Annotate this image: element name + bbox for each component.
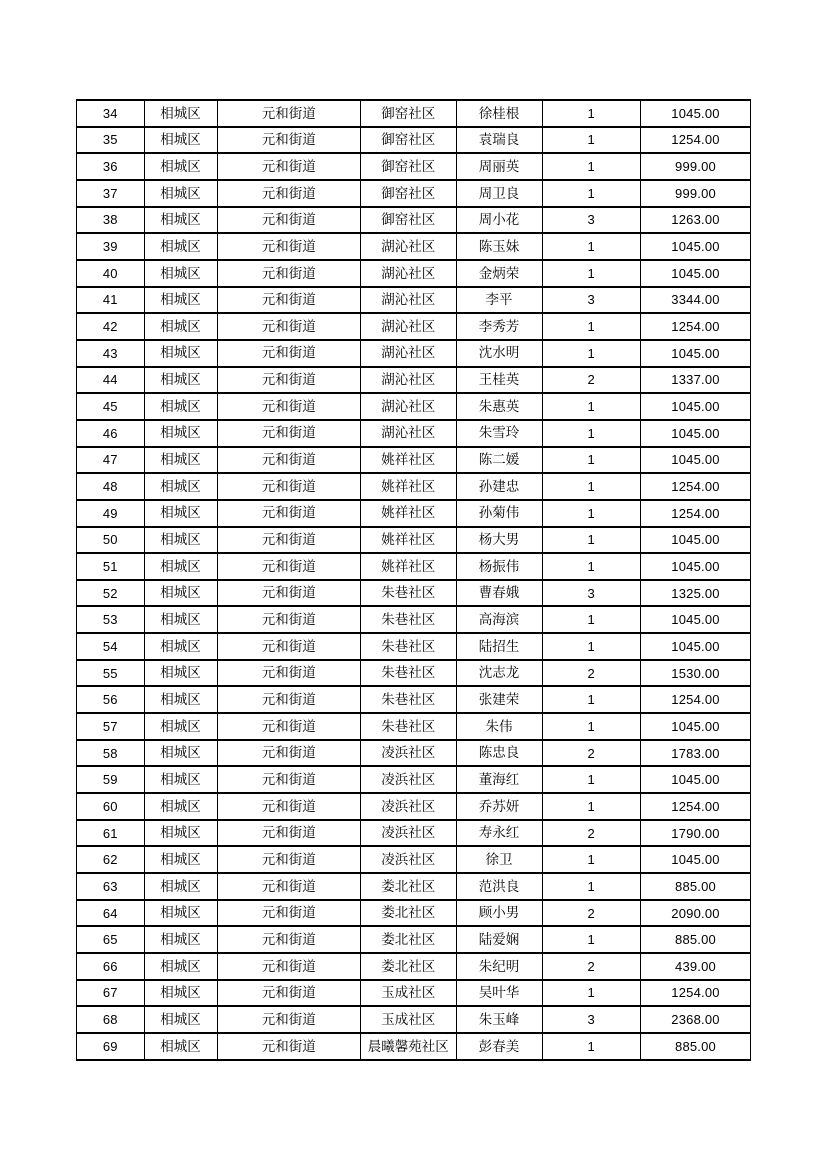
cell-count: 1: [542, 980, 641, 1007]
cell-community: 凌浜社区: [361, 793, 457, 820]
cell-count: 1: [542, 527, 641, 554]
cell-person-name: 沈志龙: [456, 660, 542, 687]
cell-district: 相城区: [144, 153, 217, 180]
cell-person-name: 朱纪明: [456, 953, 542, 980]
cell-street: 元和街道: [217, 926, 361, 953]
cell-street: 元和街道: [217, 713, 361, 740]
cell-count: 2: [542, 740, 641, 767]
cell-count: 1: [542, 606, 641, 633]
cell-seq: 37: [77, 180, 145, 207]
cell-person-name: 陆爱娴: [456, 926, 542, 953]
cell-amount: 1254.00: [641, 473, 751, 500]
cell-district: 相城区: [144, 393, 217, 420]
cell-street: 元和街道: [217, 606, 361, 633]
cell-amount: 885.00: [641, 1033, 751, 1060]
cell-amount: 1337.00: [641, 367, 751, 394]
table-row: [77, 420, 751, 447]
cell-count: 1: [542, 340, 641, 367]
cell-district: 相城区: [144, 846, 217, 873]
cell-amount: 1045.00: [641, 633, 751, 660]
cell-seq: 53: [77, 606, 145, 633]
cell-street: 元和街道: [217, 527, 361, 554]
cell-community: 凌浜社区: [361, 766, 457, 793]
cell-person-name: 陈玉妹: [456, 233, 542, 260]
cell-street: 元和街道: [217, 580, 361, 607]
table-row: [77, 980, 751, 1007]
cell-count: 2: [542, 820, 641, 847]
cell-count: 1: [542, 473, 641, 500]
cell-street: 元和街道: [217, 473, 361, 500]
cell-district: 相城区: [144, 367, 217, 394]
cell-seq: 54: [77, 633, 145, 660]
cell-district: 相城区: [144, 740, 217, 767]
cell-street: 元和街道: [217, 367, 361, 394]
cell-seq: 49: [77, 500, 145, 527]
cell-street: 元和街道: [217, 393, 361, 420]
cell-district: 相城区: [144, 580, 217, 607]
cell-count: 1: [542, 873, 641, 900]
cell-community: 御窑社区: [361, 180, 457, 207]
cell-district: 相城区: [144, 660, 217, 687]
cell-street: 元和街道: [217, 127, 361, 154]
cell-district: 相城区: [144, 260, 217, 287]
cell-person-name: 高海滨: [456, 606, 542, 633]
cell-seq: 64: [77, 900, 145, 927]
cell-community: 娄北社区: [361, 900, 457, 927]
cell-count: 3: [542, 287, 641, 314]
table-row: [77, 606, 751, 633]
cell-amount: 1254.00: [641, 127, 751, 154]
cell-count: 1: [542, 180, 641, 207]
cell-person-name: 朱伟: [456, 713, 542, 740]
table-row: [77, 260, 751, 287]
cell-person-name: 乔苏妍: [456, 793, 542, 820]
cell-seq: 58: [77, 740, 145, 767]
cell-amount: 1263.00: [641, 207, 751, 234]
cell-district: 相城区: [144, 606, 217, 633]
cell-person-name: 彭春美: [456, 1033, 542, 1060]
table-row: [77, 287, 751, 314]
cell-community: 湖沁社区: [361, 420, 457, 447]
cell-seq: 41: [77, 287, 145, 314]
table-row: [77, 953, 751, 980]
cell-seq: 47: [77, 447, 145, 474]
table-row: [77, 820, 751, 847]
cell-community: 朱巷社区: [361, 686, 457, 713]
cell-district: 相城区: [144, 233, 217, 260]
cell-street: 元和街道: [217, 953, 361, 980]
cell-amount: 1325.00: [641, 580, 751, 607]
cell-amount: 885.00: [641, 873, 751, 900]
cell-person-name: 李平: [456, 287, 542, 314]
table-row: [77, 553, 751, 580]
cell-seq: 36: [77, 153, 145, 180]
cell-amount: 2368.00: [641, 1006, 751, 1033]
cell-community: 湖沁社区: [361, 340, 457, 367]
cell-count: 1: [542, 447, 641, 474]
cell-seq: 45: [77, 393, 145, 420]
cell-district: 相城区: [144, 527, 217, 554]
cell-seq: 38: [77, 207, 145, 234]
cell-community: 凌浜社区: [361, 846, 457, 873]
table-row: [77, 713, 751, 740]
cell-community: 凌浜社区: [361, 820, 457, 847]
cell-person-name: 吴叶华: [456, 980, 542, 1007]
cell-district: 相城区: [144, 553, 217, 580]
cell-community: 凌浜社区: [361, 740, 457, 767]
cell-street: 元和街道: [217, 980, 361, 1007]
table-row: [77, 313, 751, 340]
cell-district: 相城区: [144, 686, 217, 713]
cell-count: 3: [542, 207, 641, 234]
cell-count: 1: [542, 713, 641, 740]
cell-count: 3: [542, 580, 641, 607]
table-row: [77, 340, 751, 367]
cell-count: 1: [542, 1033, 641, 1060]
cell-count: 1: [542, 260, 641, 287]
roster-table-body: [77, 100, 751, 1060]
table-row: [77, 660, 751, 687]
cell-seq: 34: [77, 100, 145, 127]
cell-community: 姚祥社区: [361, 447, 457, 474]
cell-seq: 55: [77, 660, 145, 687]
cell-person-name: 周小花: [456, 207, 542, 234]
cell-count: 1: [542, 100, 641, 127]
cell-street: 元和街道: [217, 1006, 361, 1033]
cell-person-name: 金炳荣: [456, 260, 542, 287]
cell-count: 2: [542, 900, 641, 927]
cell-district: 相城区: [144, 900, 217, 927]
cell-district: 相城区: [144, 180, 217, 207]
cell-seq: 46: [77, 420, 145, 447]
cell-community: 湖沁社区: [361, 233, 457, 260]
cell-street: 元和街道: [217, 207, 361, 234]
cell-seq: 35: [77, 127, 145, 154]
cell-community: 玉成社区: [361, 980, 457, 1007]
cell-district: 相城区: [144, 953, 217, 980]
cell-amount: 3344.00: [641, 287, 751, 314]
cell-count: 1: [542, 233, 641, 260]
cell-amount: 1783.00: [641, 740, 751, 767]
cell-seq: 43: [77, 340, 145, 367]
table-row: [77, 233, 751, 260]
table-row: [77, 740, 751, 767]
table-row: [77, 686, 751, 713]
cell-district: 相城区: [144, 340, 217, 367]
cell-district: 相城区: [144, 127, 217, 154]
cell-seq: 67: [77, 980, 145, 1007]
cell-amount: 1045.00: [641, 846, 751, 873]
cell-street: 元和街道: [217, 793, 361, 820]
cell-person-name: 朱玉峰: [456, 1006, 542, 1033]
cell-person-name: 李秀芳: [456, 313, 542, 340]
cell-amount: 1045.00: [641, 766, 751, 793]
cell-amount: 1254.00: [641, 980, 751, 1007]
cell-community: 玉成社区: [361, 1006, 457, 1033]
cell-district: 相城区: [144, 793, 217, 820]
cell-amount: 885.00: [641, 926, 751, 953]
cell-person-name: 徐桂根: [456, 100, 542, 127]
cell-amount: 1530.00: [641, 660, 751, 687]
table-row: [77, 393, 751, 420]
cell-person-name: 顾小男: [456, 900, 542, 927]
cell-person-name: 陈忠良: [456, 740, 542, 767]
cell-seq: 66: [77, 953, 145, 980]
cell-community: 朱巷社区: [361, 606, 457, 633]
cell-community: 御窑社区: [361, 127, 457, 154]
cell-street: 元和街道: [217, 260, 361, 287]
cell-seq: 50: [77, 527, 145, 554]
cell-street: 元和街道: [217, 633, 361, 660]
table-row: [77, 500, 751, 527]
cell-count: 1: [542, 127, 641, 154]
cell-person-name: 董海红: [456, 766, 542, 793]
cell-district: 相城区: [144, 473, 217, 500]
cell-street: 元和街道: [217, 100, 361, 127]
table-row: [77, 1033, 751, 1060]
cell-street: 元和街道: [217, 313, 361, 340]
cell-community: 湖沁社区: [361, 260, 457, 287]
cell-street: 元和街道: [217, 766, 361, 793]
cell-district: 相城区: [144, 873, 217, 900]
cell-amount: 1045.00: [641, 713, 751, 740]
cell-amount: 439.00: [641, 953, 751, 980]
cell-person-name: 陈二媛: [456, 447, 542, 474]
table-row: [77, 153, 751, 180]
cell-person-name: 朱雪玲: [456, 420, 542, 447]
table-row: [77, 180, 751, 207]
table-row: [77, 100, 751, 127]
table-row: [77, 580, 751, 607]
cell-count: 1: [542, 633, 641, 660]
cell-street: 元和街道: [217, 660, 361, 687]
cell-street: 元和街道: [217, 180, 361, 207]
cell-amount: 1045.00: [641, 393, 751, 420]
cell-street: 元和街道: [217, 500, 361, 527]
cell-count: 1: [542, 793, 641, 820]
cell-community: 晨曦馨苑社区: [361, 1033, 457, 1060]
cell-person-name: 孙菊伟: [456, 500, 542, 527]
cell-community: 湖沁社区: [361, 313, 457, 340]
cell-seq: 57: [77, 713, 145, 740]
cell-street: 元和街道: [217, 553, 361, 580]
table-row: [77, 473, 751, 500]
cell-person-name: 张建荣: [456, 686, 542, 713]
cell-district: 相城区: [144, 447, 217, 474]
cell-street: 元和街道: [217, 740, 361, 767]
cell-seq: 68: [77, 1006, 145, 1033]
cell-district: 相城区: [144, 820, 217, 847]
cell-community: 娄北社区: [361, 953, 457, 980]
cell-seq: 48: [77, 473, 145, 500]
cell-count: 2: [542, 660, 641, 687]
cell-district: 相城区: [144, 633, 217, 660]
cell-seq: 56: [77, 686, 145, 713]
cell-street: 元和街道: [217, 153, 361, 180]
cell-person-name: 杨大男: [456, 527, 542, 554]
cell-community: 娄北社区: [361, 926, 457, 953]
cell-street: 元和街道: [217, 287, 361, 314]
cell-street: 元和街道: [217, 686, 361, 713]
cell-street: 元和街道: [217, 420, 361, 447]
cell-count: 1: [542, 393, 641, 420]
table-row: [77, 766, 751, 793]
cell-community: 姚祥社区: [361, 553, 457, 580]
cell-community: 朱巷社区: [361, 660, 457, 687]
cell-count: 2: [542, 367, 641, 394]
cell-amount: 1254.00: [641, 686, 751, 713]
table-row: [77, 367, 751, 394]
cell-community: 御窑社区: [361, 100, 457, 127]
cell-count: 1: [542, 846, 641, 873]
cell-amount: 1045.00: [641, 100, 751, 127]
cell-street: 元和街道: [217, 820, 361, 847]
cell-seq: 52: [77, 580, 145, 607]
cell-seq: 63: [77, 873, 145, 900]
cell-district: 相城区: [144, 1033, 217, 1060]
cell-person-name: 范洪良: [456, 873, 542, 900]
cell-count: 1: [542, 500, 641, 527]
cell-community: 娄北社区: [361, 873, 457, 900]
cell-count: 1: [542, 153, 641, 180]
cell-person-name: 寿永红: [456, 820, 542, 847]
cell-community: 姚祥社区: [361, 527, 457, 554]
table-row: [77, 207, 751, 234]
cell-district: 相城区: [144, 313, 217, 340]
cell-person-name: 朱惠英: [456, 393, 542, 420]
cell-amount: 999.00: [641, 180, 751, 207]
cell-amount: 1045.00: [641, 447, 751, 474]
cell-district: 相城区: [144, 926, 217, 953]
cell-street: 元和街道: [217, 447, 361, 474]
cell-count: 1: [542, 766, 641, 793]
cell-seq: 42: [77, 313, 145, 340]
cell-district: 相城区: [144, 207, 217, 234]
cell-amount: 2090.00: [641, 900, 751, 927]
cell-amount: 1045.00: [641, 606, 751, 633]
cell-seq: 60: [77, 793, 145, 820]
cell-street: 元和街道: [217, 846, 361, 873]
cell-street: 元和街道: [217, 873, 361, 900]
table-row: [77, 633, 751, 660]
table-row: [77, 447, 751, 474]
cell-count: 2: [542, 953, 641, 980]
table-row: [77, 1006, 751, 1033]
cell-amount: 1045.00: [641, 233, 751, 260]
cell-district: 相城区: [144, 980, 217, 1007]
cell-person-name: 沈水明: [456, 340, 542, 367]
cell-community: 湖沁社区: [361, 393, 457, 420]
cell-count: 1: [542, 926, 641, 953]
cell-district: 相城区: [144, 713, 217, 740]
cell-community: 湖沁社区: [361, 287, 457, 314]
cell-community: 姚祥社区: [361, 500, 457, 527]
table-row: [77, 846, 751, 873]
table-row: [77, 900, 751, 927]
cell-seq: 62: [77, 846, 145, 873]
cell-person-name: 袁瑞良: [456, 127, 542, 154]
cell-seq: 59: [77, 766, 145, 793]
cell-seq: 44: [77, 367, 145, 394]
cell-seq: 65: [77, 926, 145, 953]
cell-amount: 1045.00: [641, 420, 751, 447]
cell-community: 御窑社区: [361, 207, 457, 234]
cell-person-name: 杨振伟: [456, 553, 542, 580]
cell-street: 元和街道: [217, 233, 361, 260]
table-row: [77, 926, 751, 953]
cell-count: 1: [542, 686, 641, 713]
cell-district: 相城区: [144, 100, 217, 127]
cell-community: 朱巷社区: [361, 580, 457, 607]
cell-community: 湖沁社区: [361, 367, 457, 394]
cell-person-name: 周卫良: [456, 180, 542, 207]
cell-community: 朱巷社区: [361, 713, 457, 740]
cell-district: 相城区: [144, 1006, 217, 1033]
cell-community: 御窑社区: [361, 153, 457, 180]
cell-amount: 1790.00: [641, 820, 751, 847]
cell-street: 元和街道: [217, 340, 361, 367]
table-row: [77, 127, 751, 154]
cell-seq: 40: [77, 260, 145, 287]
cell-street: 元和街道: [217, 1033, 361, 1060]
table-row: [77, 873, 751, 900]
cell-seq: 61: [77, 820, 145, 847]
cell-person-name: 周丽英: [456, 153, 542, 180]
cell-district: 相城区: [144, 500, 217, 527]
cell-person-name: 曹春娥: [456, 580, 542, 607]
roster-table: [76, 99, 751, 1061]
table-row: [77, 527, 751, 554]
cell-count: 3: [542, 1006, 641, 1033]
cell-person-name: 孙建忠: [456, 473, 542, 500]
cell-person-name: 徐卫: [456, 846, 542, 873]
cell-count: 1: [542, 313, 641, 340]
cell-amount: 1254.00: [641, 793, 751, 820]
cell-person-name: 王桂英: [456, 367, 542, 394]
cell-seq: 39: [77, 233, 145, 260]
cell-amount: 1045.00: [641, 527, 751, 554]
cell-amount: 1254.00: [641, 313, 751, 340]
cell-community: 姚祥社区: [361, 473, 457, 500]
cell-street: 元和街道: [217, 900, 361, 927]
cell-district: 相城区: [144, 287, 217, 314]
cell-person-name: 陆招生: [456, 633, 542, 660]
table-row: [77, 793, 751, 820]
cell-amount: 1045.00: [641, 260, 751, 287]
cell-amount: 1045.00: [641, 553, 751, 580]
cell-amount: 1254.00: [641, 500, 751, 527]
cell-count: 1: [542, 420, 641, 447]
cell-count: 1: [542, 553, 641, 580]
cell-amount: 999.00: [641, 153, 751, 180]
cell-district: 相城区: [144, 766, 217, 793]
cell-district: 相城区: [144, 420, 217, 447]
cell-seq: 69: [77, 1033, 145, 1060]
cell-amount: 1045.00: [641, 340, 751, 367]
cell-community: 朱巷社区: [361, 633, 457, 660]
cell-seq: 51: [77, 553, 145, 580]
